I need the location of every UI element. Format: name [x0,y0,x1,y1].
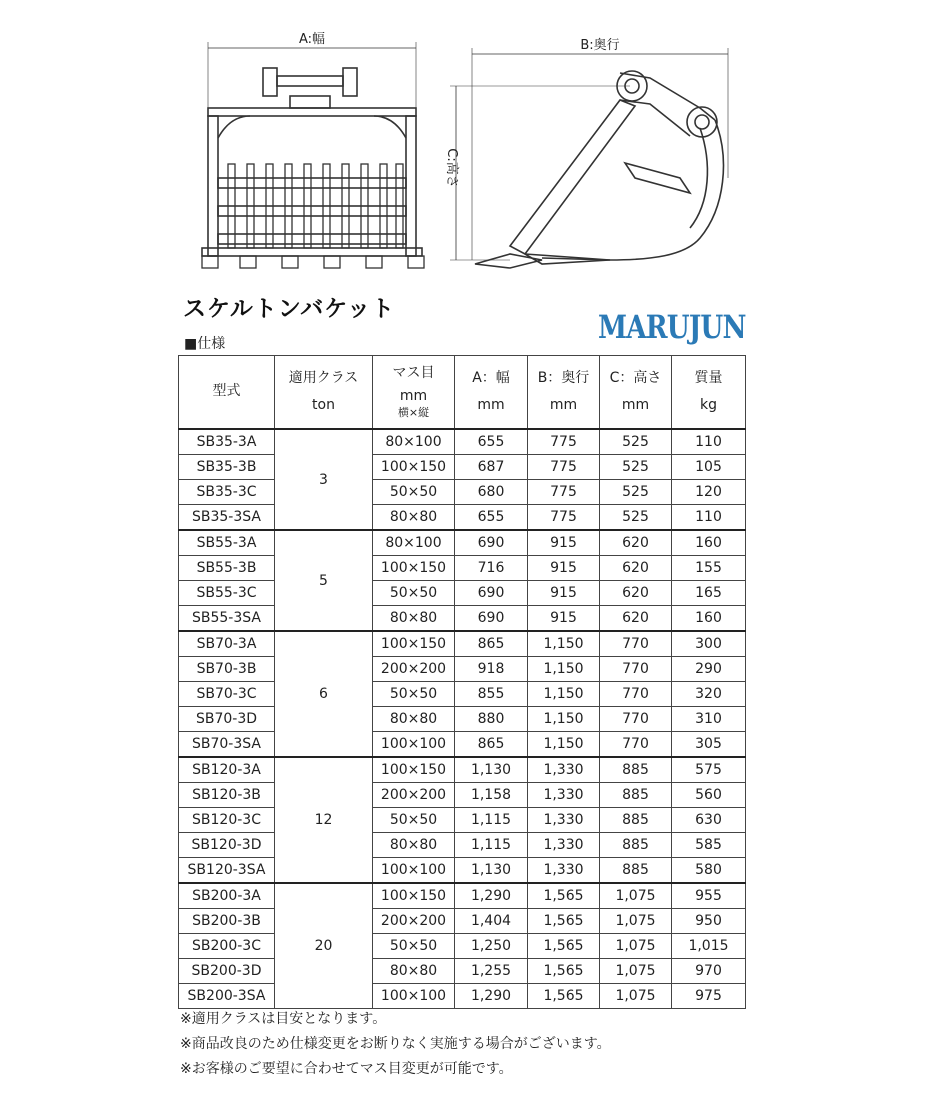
cell-depth: 1,330 [528,833,600,858]
cell-depth: 1,565 [528,984,600,1009]
cell-model: SB55-3B [179,556,275,581]
header-width: A：幅 mm [455,356,528,430]
table-row [179,757,746,783]
cell-mesh: 100×150 [373,757,455,783]
cell-width: 1,290 [455,984,528,1009]
cell-weight: 160 [672,530,746,556]
cell-height: 770 [600,707,672,732]
cell-weight: 120 [672,480,746,505]
cell-width: 1,130 [455,858,528,884]
header-class: 適用クラス ton [275,356,373,430]
cell-width: 880 [455,707,528,732]
table-row [179,858,746,884]
table-header-row [179,356,746,430]
cell-depth: 1,150 [528,657,600,682]
cell-weight: 105 [672,455,746,480]
cell-depth: 915 [528,530,600,556]
cell-depth: 1,565 [528,959,600,984]
cell-weight: 310 [672,707,746,732]
cell-depth: 1,565 [528,883,600,909]
table-row [179,682,746,707]
cell-weight: 575 [672,757,746,783]
cell-mesh: 100×150 [373,556,455,581]
cell-model: SB35-3SA [179,505,275,531]
table-row [179,732,746,758]
cell-height: 885 [600,757,672,783]
cell-mesh: 80×80 [373,959,455,984]
cell-weight: 950 [672,909,746,934]
cell-width: 680 [455,480,528,505]
cell-width: 655 [455,505,528,531]
cell-height: 1,075 [600,934,672,959]
cell-mesh: 50×50 [373,682,455,707]
cell-weight: 110 [672,505,746,531]
front-view [202,42,424,268]
table-row [179,808,746,833]
table-row [179,581,746,606]
cell-mesh: 50×50 [373,581,455,606]
cell-height: 525 [600,480,672,505]
cell-width: 1,115 [455,808,528,833]
cell-class: 12 [275,757,373,883]
cell-model: SB200-3SA [179,984,275,1009]
table-row [179,984,746,1009]
header-model: 型式 [179,356,275,430]
cell-height: 525 [600,429,672,455]
cell-weight: 290 [672,657,746,682]
cell-weight: 585 [672,833,746,858]
cell-mesh: 200×200 [373,657,455,682]
cell-weight: 165 [672,581,746,606]
cell-model: SB200-3A [179,883,275,909]
cell-width: 1,404 [455,909,528,934]
cell-depth: 775 [528,455,600,480]
table-row [179,429,746,455]
table-row [179,455,746,480]
cell-width: 690 [455,581,528,606]
table-row [179,909,746,934]
cell-depth: 1,565 [528,909,600,934]
cell-width: 1,130 [455,757,528,783]
cell-mesh: 100×100 [373,984,455,1009]
cell-model: SB70-3C [179,682,275,707]
cell-weight: 970 [672,959,746,984]
cell-width: 1,115 [455,833,528,858]
cell-height: 1,075 [600,959,672,984]
cell-model: SB70-3B [179,657,275,682]
cell-depth: 1,330 [528,808,600,833]
table-row [179,959,746,984]
cell-width: 1,255 [455,959,528,984]
spec-table [178,355,746,1009]
cell-model: SB120-3SA [179,858,275,884]
table-row [179,934,746,959]
cell-width: 1,290 [455,883,528,909]
cell-mesh: 200×200 [373,909,455,934]
note-line: ※適用クラスは目安となります。 [180,1011,387,1027]
cell-model: SB70-3SA [179,732,275,758]
cell-mesh: 100×150 [373,883,455,909]
dimension-b-label: B:奥行 [580,38,620,53]
side-view [450,48,728,268]
note-line: ※商品改良のため仕様変更をお断りなく実施する場合がございます。 [180,1036,611,1052]
table-row [179,783,746,808]
cell-model: SB70-3A [179,631,275,657]
dimension-a-label: A:幅 [298,32,326,47]
table-row [179,883,746,909]
cell-mesh: 80×80 [373,833,455,858]
header-weight: 質量 kg [672,356,746,430]
cell-model: SB120-3C [179,808,275,833]
cell-model: SB35-3A [179,429,275,455]
cell-height: 620 [600,606,672,632]
cell-model: SB120-3D [179,833,275,858]
cell-weight: 580 [672,858,746,884]
cell-height: 885 [600,858,672,884]
header-mesh: マス目 mm 横×縦 [373,356,455,430]
table-row [179,606,746,632]
cell-model: SB200-3C [179,934,275,959]
cell-mesh: 80×100 [373,530,455,556]
cell-height: 770 [600,631,672,657]
cell-mesh: 100×150 [373,631,455,657]
cell-weight: 975 [672,984,746,1009]
cell-weight: 305 [672,732,746,758]
cell-width: 690 [455,606,528,632]
cell-width: 1,158 [455,783,528,808]
spec-section-label: ■仕様 [184,336,226,352]
cell-model: SB35-3C [179,480,275,505]
cell-weight: 300 [672,631,746,657]
page-title: スケルトンバケット [183,296,396,322]
header-depth: B：奥行 mm [528,356,600,430]
cell-mesh: 50×50 [373,934,455,959]
brand-logo: MARUJUN [598,308,746,346]
cell-model: SB35-3B [179,455,275,480]
cell-class: 20 [275,883,373,1009]
cell-height: 525 [600,505,672,531]
cell-depth: 1,565 [528,934,600,959]
cell-mesh: 100×100 [373,732,455,758]
cell-width: 855 [455,682,528,707]
cell-depth: 775 [528,480,600,505]
header-height: C：高さ mm [600,356,672,430]
cell-mesh: 100×100 [373,858,455,884]
cell-weight: 955 [672,883,746,909]
cell-model: SB200-3D [179,959,275,984]
cell-model: SB200-3B [179,909,275,934]
cell-width: 1,250 [455,934,528,959]
cell-width: 716 [455,556,528,581]
cell-model: SB120-3A [179,757,275,783]
cell-model: SB120-3B [179,783,275,808]
cell-width: 918 [455,657,528,682]
cell-width: 687 [455,455,528,480]
cell-height: 620 [600,530,672,556]
cell-model: SB55-3A [179,530,275,556]
cell-height: 770 [600,657,672,682]
spec-table-body [179,429,746,1009]
cell-mesh: 80×80 [373,707,455,732]
cell-weight: 320 [672,682,746,707]
cell-height: 1,075 [600,883,672,909]
cell-height: 770 [600,732,672,758]
cell-depth: 1,150 [528,732,600,758]
cell-weight: 110 [672,429,746,455]
cell-depth: 915 [528,606,600,632]
note-line: ※お客様のご要望に合わせてマス目変更が可能です。 [180,1061,513,1077]
cell-depth: 915 [528,556,600,581]
cell-height: 885 [600,808,672,833]
dimension-c-label: C:高さ [444,148,459,188]
cell-weight: 155 [672,556,746,581]
table-row [179,833,746,858]
table-row [179,505,746,531]
cell-height: 620 [600,556,672,581]
table-row [179,707,746,732]
cell-class: 5 [275,530,373,631]
cell-mesh: 50×50 [373,808,455,833]
cell-depth: 1,150 [528,682,600,707]
table-row [179,480,746,505]
cell-mesh: 200×200 [373,783,455,808]
cell-weight: 1,015 [672,934,746,959]
cell-depth: 1,330 [528,858,600,884]
cell-depth: 915 [528,581,600,606]
table-row [179,657,746,682]
cell-depth: 1,330 [528,783,600,808]
cell-depth: 775 [528,429,600,455]
cell-height: 885 [600,833,672,858]
cell-model: SB70-3D [179,707,275,732]
cell-depth: 775 [528,505,600,531]
cell-height: 1,075 [600,984,672,1009]
table-row [179,530,746,556]
cell-height: 620 [600,581,672,606]
cell-depth: 1,150 [528,707,600,732]
cell-width: 865 [455,631,528,657]
cell-height: 770 [600,682,672,707]
cell-width: 655 [455,429,528,455]
cell-mesh: 50×50 [373,480,455,505]
cell-height: 525 [600,455,672,480]
cell-mesh: 80×100 [373,429,455,455]
cell-width: 865 [455,732,528,758]
notes [180,1007,611,1082]
cell-height: 885 [600,783,672,808]
cell-model: SB55-3C [179,581,275,606]
cell-mesh: 80×80 [373,505,455,531]
cell-depth: 1,330 [528,757,600,783]
cell-model: SB55-3SA [179,606,275,632]
cell-weight: 560 [672,783,746,808]
cell-height: 1,075 [600,909,672,934]
cell-weight: 160 [672,606,746,632]
cell-class: 6 [275,631,373,757]
cell-class: 3 [275,429,373,530]
cell-depth: 1,150 [528,631,600,657]
cell-mesh: 80×80 [373,606,455,632]
bucket-drawing [180,28,750,278]
table-row [179,556,746,581]
cell-weight: 630 [672,808,746,833]
cell-mesh: 100×150 [373,455,455,480]
table-row [179,631,746,657]
cell-width: 690 [455,530,528,556]
